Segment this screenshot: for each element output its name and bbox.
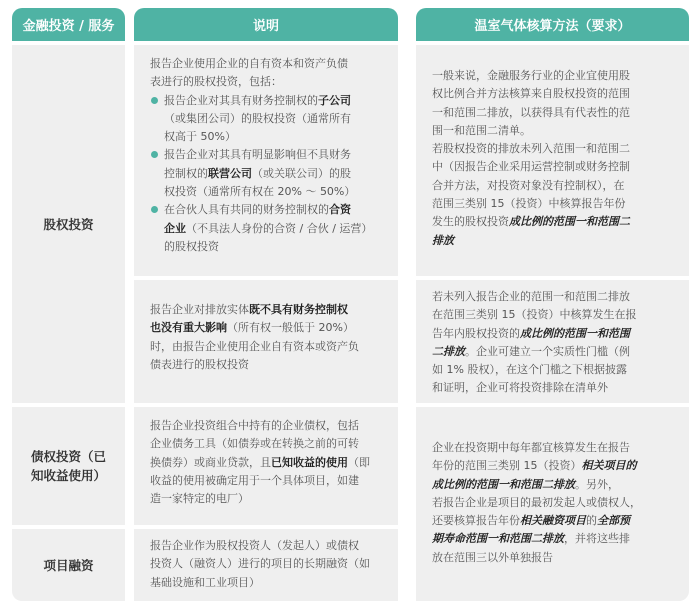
category-debt-label: 债权投资（已 知收益使用） — [30, 449, 106, 483]
equity-minority-description-cell: 报告企业对排放实体既不具有财务控制权 也没有重大影响（所有权一般低于 20%） 时，由报告企业使用企业自有资本或资产负 债表进行的股权投资 — [134, 280, 398, 403]
debt-description-cell: 报告企业投资组合中持有的企业债权，包括 企业债务工具（如债券或在转换之前的可转 换债券）或商业贷款，且已知收益的使用（即 收益的使用被确定用于一个具体项目，如建 造一家特定的电厂） — [134, 407, 398, 525]
bullet-associate: 报告企业对其具有明显影响但不具财务 控制权的联营公司（或关联公司）的股 权投资（通常所有权在 20% ～ 50%） — [164, 146, 386, 201]
bullet-joint-venture: 在合伙人具有共同的财务控制权的合资 企业（不具法人身份的合资 / 合伙 / 运营） 的股权投资 — [164, 201, 386, 256]
equity-description-cell: 报告企业使用企业的自有资本和资产负债 表进行的股权投资，包括： 报告企业对其具有财务控制权的子公司 （或集团公司）的股权投资（通常所有 权高于 50%） 报告企业对其具有明显影响但不具财务 控制权的联营公司（或关联公司）的股 权投资（通常所有权在 20% ～ 50%） 在合伙人具有共同的财务控制权的合资 企业（不具法人身份的合资 / 合伙 / 运营） 的股权投资 — [134, 45, 398, 276]
category-project-finance — [12, 529, 125, 601]
category-equity-label: 股权投资 — [43, 216, 94, 232]
debt-project-method-cell: 企业在投资期中每年都宜核算发生在报告 年份的范围三类别 15（投资）相关项目的 成比例的范围一和范围二排放。另外， 若报告企业是项目的最初发起人或债权人， 还要核算报告年份相关融资项目的全部预 期寿命范围一和范围二排放，并将这些排 放在范围三以外单独报告 — [416, 407, 689, 601]
equity-bullet-list — [150, 92, 386, 257]
category-project-label: 项目融资 — [43, 557, 94, 573]
category-equity-investment — [12, 45, 125, 403]
equity-minority-method-cell: 若未列入报告企业的范围一和范围二排放 在范围三类别 15（投资）中核算发生在报 告年内股权投资的成比例的范围一和范围 二排放。企业可建立一个实质性门槛（例 如 1% 股权），在这个门槛之下根据披露 和证明，企业可将投资排除在清单外 — [416, 280, 689, 403]
bullet-subsidiary: 报告企业对其具有财务控制权的子公司 （或集团公司）的股权投资（通常所有 权高于 50%） — [164, 92, 386, 147]
equity-method-cell: 一般来说，金融服务行业的企业宜使用股 权比例合并方法核算来自股权投资的范围 一和范围二排放，以获得具有代表性的范 围一和范围二清单。 若股权投资的排放未列入范围一和范围二 中（因报告企业采用运营控制或财务控制 合并方法，对投资对象没有控制权），在 范围三类别 15（投资）中核算报告年份 发生的股权投资成比例的范围一和范围二 排放 — [416, 45, 689, 276]
category-debt-investment — [12, 407, 125, 525]
header-accounting-method: 温室气体核算方法（要求） — [416, 8, 689, 41]
header-financial-investment: 金融投资 / 服务 — [12, 8, 125, 41]
project-description-cell: 报告企业作为股权投资人（发起人）或债权 投资人（融资人）进行的项目的长期融资（如 基础设施和工业项目） — [134, 529, 398, 601]
header-description: 说明 — [134, 8, 398, 41]
